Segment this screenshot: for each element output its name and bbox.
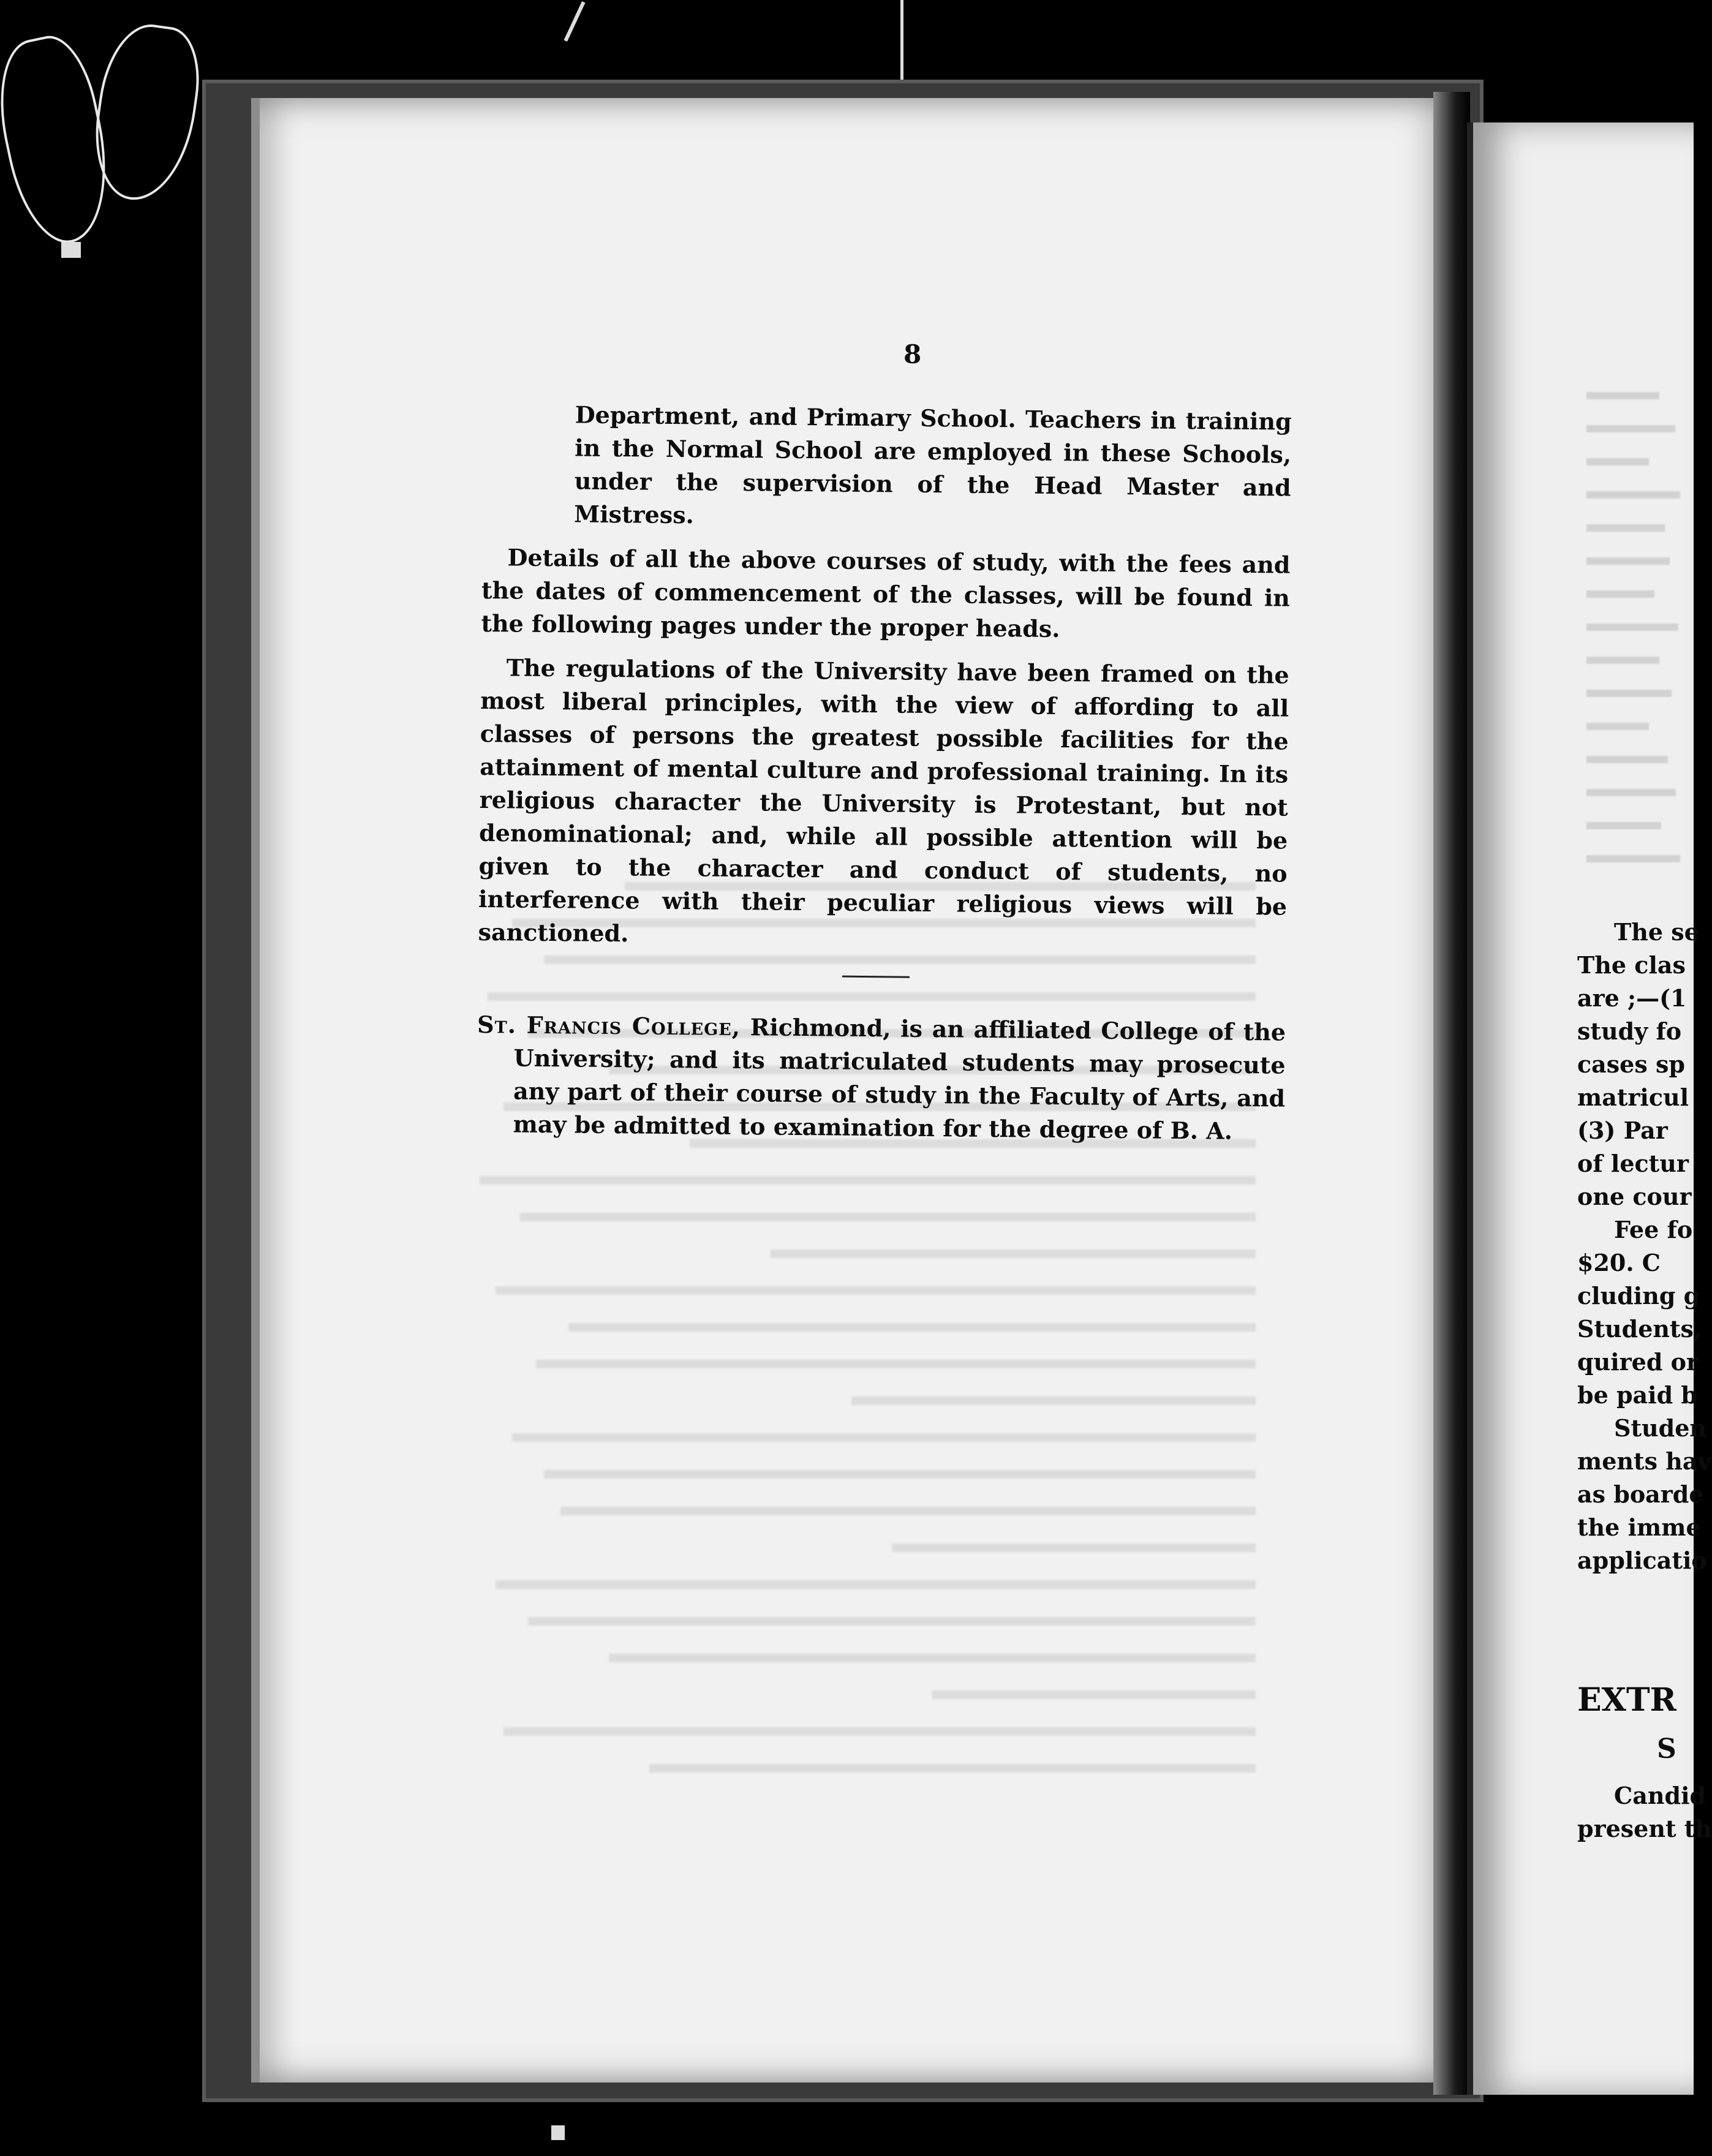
right-line: ments hav — [1577, 1447, 1711, 1475]
margin-speck — [61, 242, 81, 258]
paragraph-continued: Department, and Primary School. Teachers in training in the Normal School are employed in these Schools, under the supervision of the Head Master and Mistress. — [573, 401, 1292, 529]
right-line: cluding g — [1577, 1282, 1700, 1310]
page-number: 8 — [903, 339, 922, 369]
paragraph-regulations: The regulations of the University have been framed on the most liberal principles, with the view of affording to all classes of persons the greatest possible facilities for the attainment of mental culture and professional training. In its religious character the University is Protestant, but not denominational; and, while all possible attention will be given to the character and conduct of students, no interference with their peculiar religious views will be sanctioned. — [478, 654, 1289, 948]
page-text-block — [476, 334, 1292, 1159]
right-line: be paid b — [1577, 1381, 1697, 1409]
section-divider — [842, 976, 910, 978]
college-description: Richmond, is an affiliated College of the University; and its matriculated students may prosecute any part of their course of study in the Faculty of Arts, and may be admitted to examination for the degree of B. A. — [513, 1013, 1286, 1145]
right-line: one cour — [1577, 1183, 1692, 1210]
paragraph-course-details: Details of all the above courses of study, with the fees and the dates of commencement of the classes, will be found in the following pages under the proper heads. — [481, 543, 1291, 643]
right-line: applicatio — [1577, 1547, 1707, 1574]
book-gutter — [1433, 92, 1470, 2095]
right-line: the imme — [1577, 1513, 1701, 1541]
right-line: Candid — [1614, 1782, 1706, 1809]
right-line: as boarde — [1577, 1480, 1704, 1508]
paragraph-affiliated-college — [476, 1008, 1286, 1148]
college-name: St. Francis College, — [477, 1010, 741, 1041]
right-page-bleed-through — [1586, 392, 1691, 888]
right-line: are ;—(1 — [1577, 984, 1687, 1012]
right-line: matricul — [1577, 1084, 1689, 1111]
right-line: The se — [1614, 918, 1699, 946]
margin-speck — [564, 1, 585, 42]
right-line: $20. C — [1577, 1249, 1661, 1276]
margin-speck — [900, 0, 903, 92]
right-page-subheading: S — [1657, 1733, 1676, 1765]
right-line: cases sp — [1577, 1050, 1685, 1078]
right-line: study fo — [1577, 1017, 1682, 1045]
right-line: The clas — [1577, 951, 1686, 979]
right-line: present th — [1577, 1815, 1712, 1842]
margin-speck — [551, 2125, 565, 2140]
right-page-text-lower — [1577, 1779, 1712, 1845]
right-page-text — [1577, 916, 1711, 1577]
right-line: (3) Par — [1577, 1117, 1668, 1144]
right-line: Studen — [1614, 1414, 1706, 1442]
right-page-heading: EXTR — [1577, 1681, 1676, 1719]
right-line: of lectur — [1577, 1150, 1689, 1177]
right-line: Fee fo — [1614, 1216, 1693, 1243]
right-line: Students, — [1577, 1315, 1702, 1343]
right-line: quired or — [1577, 1348, 1699, 1376]
